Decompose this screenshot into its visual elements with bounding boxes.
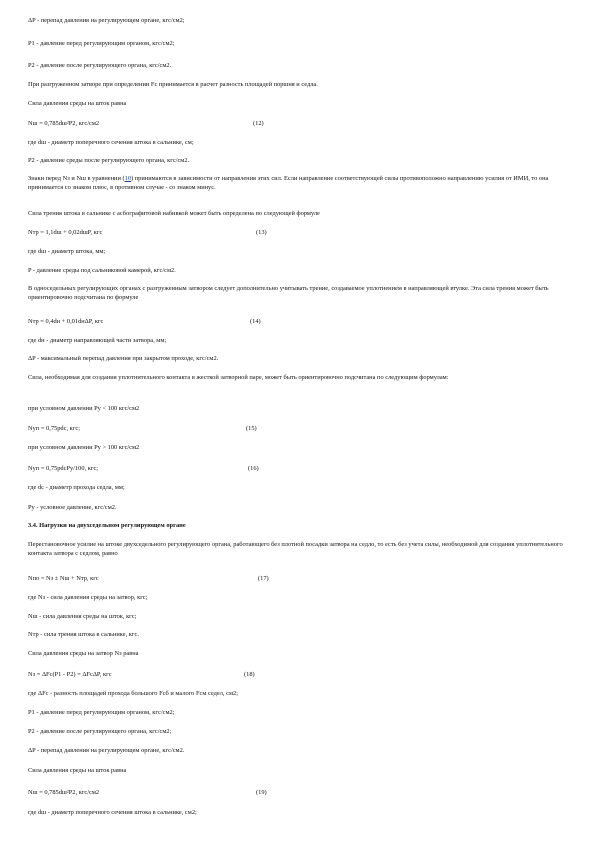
formula-line xyxy=(28,425,573,433)
formula-expression: Nуп = 0,75pdc, кгс; xyxy=(28,425,80,432)
formula-expression: Nш = 0,785dш²P2, кгс/см2 xyxy=(28,120,100,127)
text-line: ΔP - максимальный перепад давления при закрытом проходе, кгс/см2. xyxy=(28,355,219,362)
formula-line xyxy=(28,789,573,797)
text-line: Nш - сила давления среды на шток, кгс; xyxy=(28,613,137,620)
formula-expression: Nз = ΔFc(P1 - P2) = ΔFcΔP, кгс xyxy=(28,671,112,678)
equation-reference-link[interactable]: 10 xyxy=(124,175,132,182)
text-line: где dш - диаметр штока, мм; xyxy=(28,248,106,255)
paragraph: Перестановочное усилие на штоке двухседельного регулирующего органа, работающего без плотной посадки затвора на седло, то есть без учета силы, необходимой для создания уплотнительного контакта затвора с седлом, равно xyxy=(28,541,563,557)
paragraph xyxy=(28,175,573,192)
formula-expression: Nтр = 0,4dн + 0,01dнΔP, кгс xyxy=(28,318,104,325)
text-line: Сила давления среды на шток равна xyxy=(28,767,127,774)
text-line: где dш - диаметр поперечного сечения штока в сальнике, см; xyxy=(28,139,194,146)
formula-line xyxy=(28,318,573,326)
text-line: где dш - диаметр поперечного сечения штока в сальнике, см2; xyxy=(28,809,197,816)
formula-line xyxy=(28,120,573,128)
formula-line xyxy=(28,465,573,473)
text-line: где dc - диаметр прохода седла, мм; xyxy=(28,484,125,491)
text-line: где dн - диаметр направляющей части затвора, мм; xyxy=(28,337,167,344)
formula-line xyxy=(28,671,573,679)
formula-number: (14) xyxy=(250,318,261,325)
formula-number: (12) xyxy=(253,120,264,127)
paragraph: В односедельных регулирующих органах с разгруженным затвором следует дополнительно учитывать трение, создаваемое уплотнением в направляющей втулке. Эта сила трения может быть ориентировочно подсчитана по формуле xyxy=(28,285,549,301)
formula-number: (16) xyxy=(248,465,259,472)
formula-number: (15) xyxy=(246,425,257,432)
text-line: ΔP - перепад давления на регулирующем органе, кгс/см2; xyxy=(28,17,185,24)
text-line: где ΔFc - разность площадей прохода большого Fсб и малого Fсм седел, см2; xyxy=(28,690,238,697)
formula-expression: Nуп = 0,75pdcPу/100, кгс; xyxy=(28,465,99,472)
formula-number: (17) xyxy=(258,575,269,582)
paragraph-text-start: Знаки перед Nз и Nш в уравнении ( xyxy=(28,175,125,182)
paragraph-text-end: ) принимаются в зависимости от направления этих сил. Если направление соответствующей силы противоположно направлению усилия от ИМИ, то она принимается со знаком плюс, в противном случае - со знаком минус. xyxy=(28,175,549,191)
text-line: P2 - давление среды после регулирующего органа, кгс/см2. xyxy=(28,157,190,164)
formula-line xyxy=(28,229,573,237)
text-line: Сила давления среды на затвор Nз равна xyxy=(28,650,139,657)
formula-number: (18) xyxy=(244,671,255,678)
text-line: Nтр - сила трения штока в сальнике, кгс. xyxy=(28,631,139,638)
formula-expression: Nш = 0,785dш²P2, кгс/см2 xyxy=(28,789,100,796)
formula-number: (13) xyxy=(256,229,267,236)
formula-expression: Nтр = 1,1dш + 0,02dшP, кгс xyxy=(28,229,103,236)
text-line: где Nз - сила давления среды на затвор, кгс; xyxy=(28,594,148,601)
text-line: P1 - давление перед регулирующим органом, кгс/см2; xyxy=(28,40,175,47)
text-line: P1 - давление перед регулирующим органом, кгс/см2; xyxy=(28,709,175,716)
text-line: Сила давления среды на шток равна xyxy=(28,100,127,107)
text-line: P2 - давление после регулирующего органа, кгс/см2; xyxy=(28,728,172,735)
text-line: ΔP - перепад давления на регулирующем органе, кгс/см2. xyxy=(28,747,185,754)
formula-expression: Nпо = Nз ± Nш + Nтр, кгс xyxy=(28,575,99,582)
text-line: P - давление среды под сальниковой камерой, кгс/см2. xyxy=(28,267,176,274)
section-heading: 3.4. Нагрузки на двухседельном регулирующем органе xyxy=(28,522,186,529)
formula-number: (19) xyxy=(256,789,267,796)
text-line: P2 - давление после регулирующего органа, кгс/см2. xyxy=(28,62,172,69)
text-line: При разгруженном затворе при определении Fc принимается в расчет разность площадей поршня и седла. xyxy=(28,81,318,88)
text-line: при условном давлении Pу < 100 кгс/см2 xyxy=(28,405,140,412)
text-line: при условном давлении Pу > 100 кгс/см2 xyxy=(28,444,140,451)
text-line: Сила трения штока в сальнике с асбографитовой набивкой может быть определена по следующей формуле xyxy=(28,210,320,217)
text-line: Pу - условное давление, кгс/см2. xyxy=(28,504,117,511)
paragraph: Сила, необходимая для создания уплотнительного контакта в жесткой затворной паре, может быть ориентировочно подсчитана по следующим формулам: xyxy=(28,374,449,381)
formula-line xyxy=(28,575,573,583)
